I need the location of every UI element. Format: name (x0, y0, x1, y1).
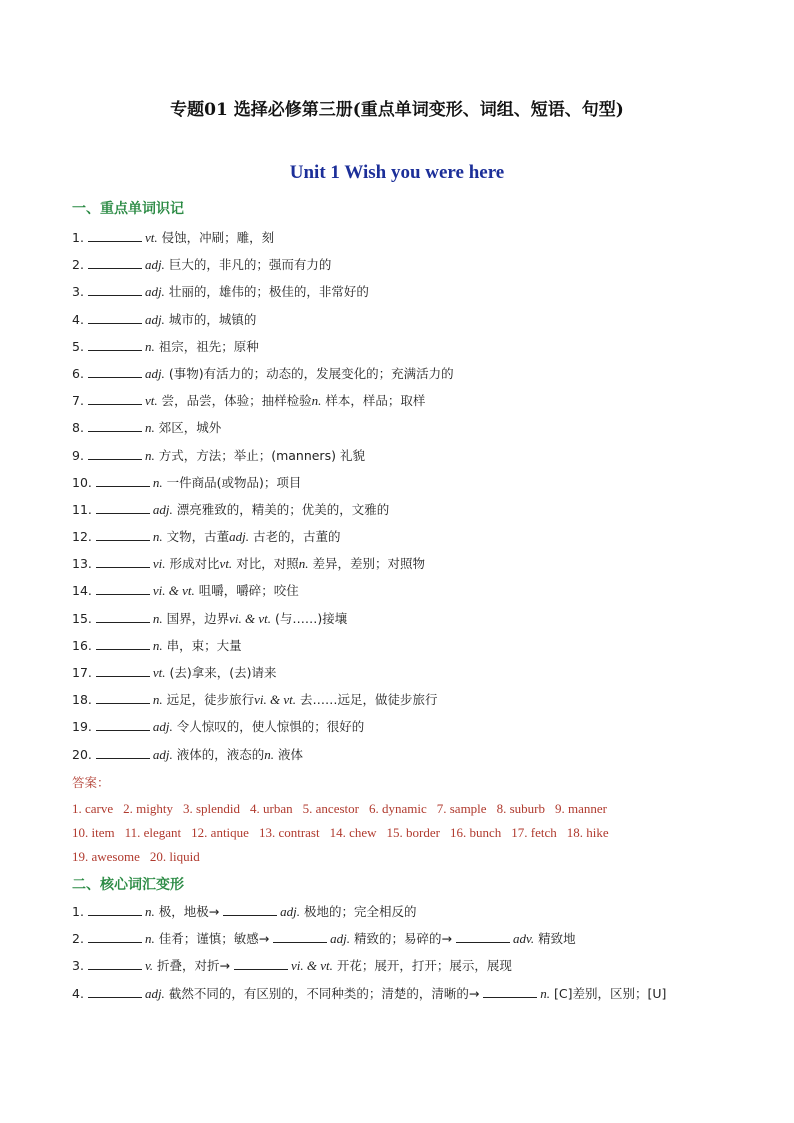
list-item (72, 898, 762, 925)
item-meaning: 城市的，城镇的 (168, 311, 257, 327)
answer-blank[interactable] (96, 689, 150, 704)
item-meaning: (事物)有活力的；动态的，发展变化的；充满活力的 (168, 365, 454, 381)
part-of-speech: n. (144, 420, 155, 436)
answer-item: 6. dynamic (368, 801, 427, 816)
section-heading-word-forms: 二、核心词汇变形 (72, 877, 184, 893)
answer-item: 1. carve (72, 801, 114, 816)
item-meaning: 差异，差别；对照物 (312, 556, 425, 572)
unit-title: Unit 1 Wish you were here (289, 162, 505, 183)
part-of-speech: vt. (219, 556, 233, 572)
answer-blank[interactable] (96, 608, 150, 623)
part-of-speech: adj. (280, 904, 301, 919)
item-number: 11. (72, 501, 92, 517)
list-item (72, 224, 762, 251)
part-of-speech: n. (152, 529, 163, 545)
item-number: 1. (72, 230, 84, 245)
list-item (72, 713, 762, 740)
answer-blank[interactable] (88, 417, 142, 432)
word-form-list (72, 898, 762, 1007)
part-of-speech: n. (540, 985, 551, 1001)
item-number: 18. (72, 692, 92, 708)
part-of-speech: n. (144, 447, 155, 463)
item-meaning: 极地的；完全相反的 (304, 904, 417, 919)
list-item (72, 659, 762, 686)
part-of-speech: adj. (144, 365, 165, 381)
list-item (72, 741, 762, 768)
part-of-speech: adj. (144, 311, 165, 327)
list-item (72, 577, 762, 604)
item-number: 13. (72, 556, 92, 572)
answer-item: 16. bunch (449, 825, 502, 840)
part-of-speech: vi. & vt. (229, 610, 272, 626)
answer-blank[interactable] (96, 580, 150, 595)
section-heading-words: 一、重点单词识记 (72, 201, 184, 217)
answer-line (72, 797, 772, 821)
item-meaning: 去……远足，做徒步旅行 (300, 692, 438, 708)
item-meaning: 咀嚼，嚼碎；咬住 (198, 583, 299, 599)
item-meaning: 壮丽的，雄伟的；极佳的，非常好的 (168, 284, 369, 300)
item-meaning: 精致地 (538, 931, 576, 947)
answer-blank[interactable] (96, 499, 150, 514)
part-of-speech: n. (144, 931, 155, 947)
answer-blank[interactable] (88, 928, 142, 943)
part-of-speech: adj. (229, 529, 250, 545)
part-of-speech: vi. & vt. (290, 958, 333, 974)
part-of-speech: n. (144, 338, 155, 354)
answer-blank[interactable] (88, 281, 142, 296)
answer-item: 9. manner (554, 801, 607, 816)
item-meaning: 漂亮雅致的，精美的；优美的，文雅的 (176, 501, 390, 517)
list-item (72, 442, 762, 469)
item-meaning: 折叠，对折→ (157, 958, 230, 974)
answer-item: 17. fetch (511, 825, 557, 840)
answer-blank[interactable] (483, 983, 537, 998)
answer-blank[interactable] (88, 336, 142, 351)
answer-blank[interactable] (88, 390, 142, 405)
answer-line (72, 821, 772, 845)
answer-item: 13. contrast (258, 825, 320, 840)
answer-label: 答案： (72, 775, 110, 790)
list-item (72, 980, 762, 1007)
item-number: 3. (72, 958, 84, 974)
part-of-speech: adj. (152, 746, 173, 762)
answer-blank[interactable] (88, 983, 142, 998)
item-meaning: 郊区，城外 (158, 420, 222, 436)
answer-item: 3. splendid (182, 801, 241, 816)
item-meaning: 侵蚀，冲刷；雕，刻 (161, 230, 275, 245)
list-item (72, 952, 762, 979)
item-meaning: 截然不同的，有区别的，不同种类的；清楚的，清晰的→ (168, 985, 480, 1001)
answer-item: 8. suburb (496, 801, 545, 816)
answer-item: 12. antique (191, 825, 249, 840)
item-meaning: 巨大的，非凡的；强而有力的 (168, 257, 332, 273)
word-list (72, 224, 762, 768)
item-meaning: 对比，对照 (236, 556, 299, 572)
item-meaning: [C]差别，区别；[U] (554, 985, 667, 1001)
item-number: 8. (72, 420, 84, 436)
item-meaning: 尝，品尝，体验；抽样检验 (161, 393, 312, 409)
part-of-speech: adj. (152, 719, 173, 735)
item-meaning: (与……)接壤 (275, 610, 348, 626)
part-of-speech: vi. (152, 556, 166, 572)
list-item (72, 523, 762, 550)
page-title: 专题01 选择必修第三册(重点单词变形、词组、短语、句型) (170, 100, 624, 120)
part-of-speech: vi. & vt. (254, 692, 297, 708)
answer-item: 5. ancestor (302, 801, 359, 816)
part-of-speech: n. (298, 556, 309, 572)
list-item (72, 251, 762, 278)
item-number: 3. (72, 284, 84, 300)
item-meaning: 古老的，古董的 (253, 529, 341, 545)
part-of-speech: vt. (152, 665, 166, 680)
part-of-speech: adj. (330, 931, 351, 947)
item-number: 16. (72, 637, 92, 653)
part-of-speech: n. (152, 610, 163, 626)
answer-blank[interactable] (96, 526, 150, 541)
answer-blank[interactable] (88, 254, 142, 269)
item-meaning: 方式，方法；举止；(manners) 礼貌 (158, 447, 365, 463)
item-number: 20. (72, 746, 92, 762)
item-meaning: 串，束；大量 (166, 637, 242, 653)
answer-item: 7. sample (436, 801, 487, 816)
answer-blank[interactable] (88, 445, 142, 460)
item-meaning: 形成对比 (169, 556, 220, 572)
item-meaning: 样本，样品；取样 (325, 393, 426, 409)
list-item (72, 605, 762, 632)
part-of-speech: vt. (144, 393, 158, 409)
part-of-speech: v. (144, 958, 153, 974)
answer-blank[interactable] (88, 363, 142, 378)
answer-item: 20. liquid (149, 849, 200, 864)
item-number: 2. (72, 257, 84, 273)
item-meaning: 液体 (278, 746, 304, 762)
part-of-speech: adj. (144, 985, 165, 1001)
answer-item: 18. hike (566, 825, 609, 840)
answer-blank[interactable] (96, 716, 150, 731)
list-item (72, 632, 762, 659)
item-meaning: 祖宗，祖先；原种 (158, 338, 259, 354)
part-of-speech: n. (152, 692, 163, 708)
item-meaning: 佳肴；谨慎；敏感→ (158, 931, 270, 947)
answer-blank[interactable] (88, 901, 142, 916)
item-number: 4. (72, 311, 84, 327)
item-meaning: 极，地极→ (158, 904, 220, 919)
answer-blank[interactable] (96, 662, 150, 677)
list-item (72, 469, 762, 496)
answer-blank[interactable] (88, 309, 142, 324)
item-meaning: 精致的；易碎的→ (354, 931, 453, 947)
item-number: 14. (72, 583, 92, 599)
part-of-speech: adj. (144, 257, 165, 273)
part-of-speech: n. (264, 746, 275, 762)
list-item (72, 387, 762, 414)
item-meaning: (去)拿来，(去)请来 (169, 665, 277, 680)
item-number: 6. (72, 365, 84, 381)
answer-blank[interactable] (88, 955, 142, 970)
answer-line (72, 845, 772, 869)
part-of-speech: vt. (144, 230, 158, 245)
item-number: 2. (72, 931, 84, 947)
part-of-speech: adj. (152, 501, 173, 517)
list-item (72, 550, 762, 577)
answer-blank[interactable] (96, 744, 150, 759)
item-meaning: 国界，边界 (166, 610, 230, 626)
answer-blank[interactable] (96, 635, 150, 650)
answer-blank[interactable] (223, 901, 277, 916)
answer-blank[interactable] (96, 553, 150, 568)
part-of-speech: vi. & vt. (152, 583, 195, 599)
item-meaning: 令人惊叹的，使人惊惧的；很好的 (176, 719, 365, 735)
item-meaning: 开花；展开，打开；展示，展现 (336, 958, 512, 974)
answer-item: 10. item (72, 825, 115, 840)
answer-item: 11. elegant (124, 825, 182, 840)
part-of-speech: n. (152, 474, 163, 490)
answer-item: 2. mighty (123, 801, 173, 816)
item-number: 17. (72, 665, 92, 680)
item-meaning: 液体的，液态的 (176, 746, 265, 762)
item-number: 5. (72, 338, 84, 354)
part-of-speech: n. (311, 393, 322, 409)
part-of-speech: n. (152, 637, 163, 653)
item-number: 19. (72, 719, 92, 735)
item-meaning: 文物，古董 (166, 529, 230, 545)
answer-item: 14. chew (329, 825, 377, 840)
answer-blank[interactable] (273, 928, 327, 943)
list-item (72, 278, 762, 305)
answer-item: 4. urban (250, 801, 293, 816)
list-item (72, 360, 762, 387)
answer-blank[interactable] (96, 472, 150, 487)
item-number: 10. (72, 474, 92, 490)
list-item (72, 686, 762, 713)
part-of-speech: n. (144, 904, 155, 919)
answer-blank[interactable] (234, 955, 288, 970)
item-number: 7. (72, 393, 84, 409)
part-of-speech: adj. (144, 284, 165, 300)
item-number: 1. (72, 904, 84, 919)
item-meaning: 一件商品(或物品)；项目 (166, 474, 302, 490)
answer-item: 15. border (386, 825, 440, 840)
list-item (72, 333, 762, 360)
part-of-speech: adv. (513, 931, 535, 947)
answer-list (72, 797, 772, 869)
item-number: 4. (72, 985, 84, 1001)
item-number: 9. (72, 447, 84, 463)
answer-blank[interactable] (456, 928, 510, 943)
list-item (72, 925, 762, 952)
list-item (72, 496, 762, 523)
item-meaning: 远足，徒步旅行 (166, 692, 255, 708)
answer-blank[interactable] (88, 227, 142, 242)
answer-item: 19. awesome (72, 849, 140, 864)
list-item (72, 306, 762, 333)
list-item (72, 414, 762, 441)
item-number: 12. (72, 529, 92, 545)
item-number: 15. (72, 610, 92, 626)
